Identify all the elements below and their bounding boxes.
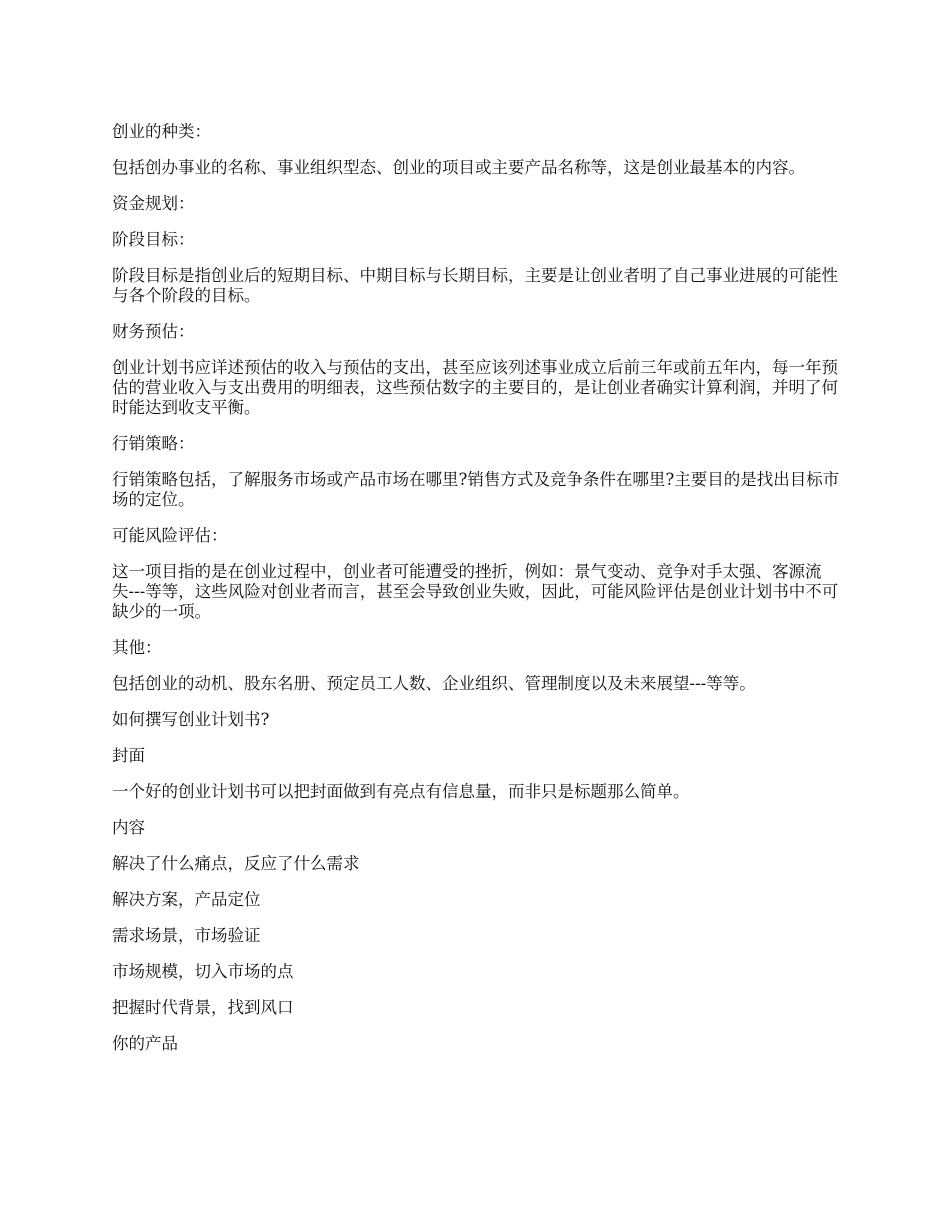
heading-content: 内容 bbox=[112, 818, 145, 837]
heading-financial-forecast: 财务预估： bbox=[112, 322, 195, 341]
heading-risk-assessment: 可能风险评估： bbox=[112, 526, 228, 545]
list-item: 需求场景，市场验证 bbox=[112, 926, 261, 945]
list-item: 市场规模，切入市场的点 bbox=[112, 962, 294, 981]
paragraph-marketing-strategy: 行销策略包括，了解服务市场或产品市场在哪里?销售方式及竞争条件在哪里?主要目的是找出目标市场的定位。 bbox=[112, 470, 840, 509]
heading-startup-type: 创业的种类： bbox=[112, 122, 211, 141]
paragraph-other: 包括创业的动机、股东名册、预定员工人数、企业组织、管理制度以及未来展望---等等。 bbox=[112, 674, 756, 693]
list-item: 解决方案，产品定位 bbox=[112, 890, 261, 909]
heading-cover: 封面 bbox=[112, 746, 145, 765]
paragraph-cover: 一个好的创业计划书可以把封面做到有亮点有信息量，而非只是标题那么简单。 bbox=[112, 782, 690, 801]
document-body bbox=[112, 122, 842, 1070]
list-item: 把握时代背景，找到风口 bbox=[112, 998, 294, 1017]
list-item: 解决了什么痛点，反应了什么需求 bbox=[112, 854, 360, 873]
paragraph-risk-assessment: 这一项目指的是在创业过程中，创业者可能遭受的挫折，例如：景气变动、竞争对手太强、客源流失---等等，这些风险对创业者而言，甚至会导致创业失败，因此，可能风险评估是创业计划书中不可缺少的一项。 bbox=[112, 562, 839, 621]
paragraph-financial-forecast: 创业计划书应详述预估的收入与预估的支出，甚至应该列述事业成立后前三年或前五年内，每一年预估的营业收入与支出费用的明细表，这些预估数字的主要目的，是让创业者确实计算利润，并明了何时能达到收支平衡。 bbox=[112, 358, 838, 417]
heading-marketing-strategy: 行销策略： bbox=[112, 434, 195, 453]
heading-how-to-write: 如何撰写创业计划书? bbox=[112, 710, 270, 729]
paragraph-stage-goals: 阶段目标是指创业后的短期目标、中期目标与长期目标，主要是让创业者明了自己事业进展的可能性与各个阶段的目标。 bbox=[112, 266, 838, 305]
heading-funding-plan: 资金规划： bbox=[112, 194, 195, 213]
list-item: 你的产品 bbox=[112, 1034, 178, 1053]
heading-other: 其他： bbox=[112, 638, 162, 657]
heading-stage-goals: 阶段目标： bbox=[112, 230, 195, 249]
paragraph-startup-type: 包括创办事业的名称、事业组织型态、创业的项目或主要产品名称等，这是创业最基本的内容。 bbox=[112, 158, 805, 177]
